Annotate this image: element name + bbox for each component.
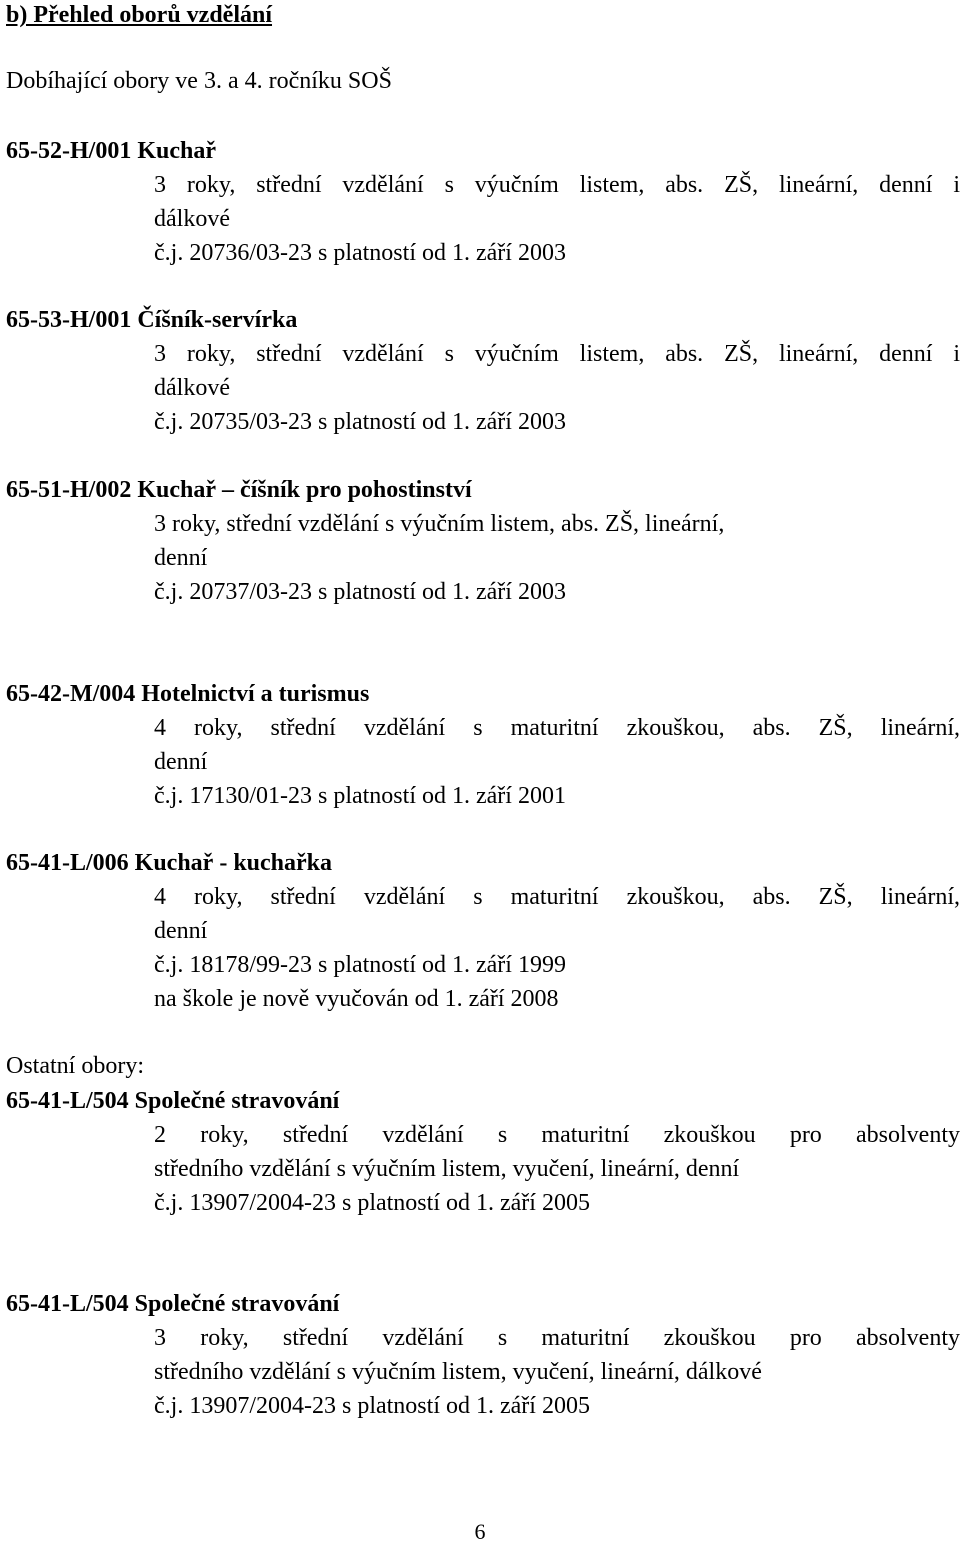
field-entry bbox=[6, 303, 960, 439]
field-entry bbox=[6, 846, 960, 1016]
intro-text: Dobíhající obory ve 3. a 4. ročníku SOŠ bbox=[6, 68, 392, 94]
field-detail-line: 3 roky, střední vzdělání s výučním listem, abs. ZŠ, lineární, denní i bbox=[154, 341, 960, 367]
field-detail-line: č.j. 18178/99-23 s platností od 1. září 1999 bbox=[154, 952, 566, 978]
field-detail-line: 4 roky, střední vzdělání s maturitní zkouškou, abs. ZŠ, lineární, bbox=[154, 715, 960, 741]
field-detail-line: č.j. 13907/2004-23 s platností od 1. září 2005 bbox=[154, 1393, 590, 1419]
field-details bbox=[154, 880, 960, 1016]
field-details bbox=[154, 507, 960, 609]
field-detail-line: č.j. 17130/01-23 s platností od 1. září 2001 bbox=[154, 783, 566, 809]
field-title: 65-41-L/006 Kuchař - kuchařka bbox=[6, 850, 333, 876]
field-detail-line: 4 roky, střední vzdělání s maturitní zkouškou, abs. ZŠ, lineární, bbox=[154, 884, 960, 910]
field-title: 65-53-H/001 Číšník-servírka bbox=[6, 307, 298, 333]
field-detail-line: dálkové bbox=[154, 375, 230, 401]
field-detail-line: 3 roky, střední vzdělání s maturitní zkouškou pro absolventy bbox=[154, 1325, 960, 1351]
field-title: 65-42-M/004 Hotelnictví a turismus bbox=[6, 681, 370, 707]
field-details bbox=[154, 711, 960, 813]
field-detail-line: středního vzdělání s výučním listem, vyučení, lineární, denní bbox=[154, 1156, 740, 1182]
field-title: 65-51-H/002 Kuchař – číšník pro pohostinství bbox=[6, 477, 472, 503]
field-entry bbox=[6, 134, 960, 270]
field-entry bbox=[6, 1287, 960, 1423]
field-detail-line: středního vzdělání s výučním listem, vyučení, lineární, dálkové bbox=[154, 1359, 762, 1385]
field-detail-line: dálkové bbox=[154, 206, 230, 232]
field-detail-line: denní bbox=[154, 749, 208, 775]
field-detail-line: 2 roky, střední vzdělání s maturitní zkouškou pro absolventy bbox=[154, 1122, 960, 1148]
field-details bbox=[154, 1321, 960, 1423]
field-title: 65-41-L/504 Společné stravování bbox=[6, 1088, 340, 1114]
field-details bbox=[154, 1118, 960, 1220]
section-heading: b) Přehled oborů vzdělání bbox=[6, 2, 273, 28]
field-entry bbox=[6, 1084, 960, 1220]
field-detail-line: 3 roky, střední vzdělání s výučním listem, abs. ZŠ, lineární, bbox=[154, 511, 725, 537]
field-details bbox=[154, 337, 960, 439]
field-detail-line: denní bbox=[154, 918, 208, 944]
field-details bbox=[154, 168, 960, 270]
field-detail-line: č.j. 20737/03-23 s platností od 1. září 2003 bbox=[154, 579, 566, 605]
field-detail-line: 3 roky, střední vzdělání s výučním listem, abs. ZŠ, lineární, denní i bbox=[154, 172, 960, 198]
field-detail-line: č.j. 20735/03-23 s platností od 1. září 2003 bbox=[154, 409, 566, 435]
field-entry bbox=[6, 473, 960, 609]
field-detail-line: denní bbox=[154, 545, 208, 571]
other-fields-label: Ostatní obory: bbox=[6, 1053, 144, 1079]
field-detail-line: na škole je nově vyučován od 1. září 2008 bbox=[154, 986, 559, 1012]
field-title: 65-52-H/001 Kuchař bbox=[6, 138, 216, 164]
field-detail-line: č.j. 20736/03-23 s platností od 1. září 2003 bbox=[154, 240, 566, 266]
field-detail-line: č.j. 13907/2004-23 s platností od 1. září 2005 bbox=[154, 1190, 590, 1216]
field-entry bbox=[6, 677, 960, 813]
field-title: 65-41-L/504 Společné stravování bbox=[6, 1291, 340, 1317]
page-number: 6 bbox=[474, 1519, 486, 1544]
